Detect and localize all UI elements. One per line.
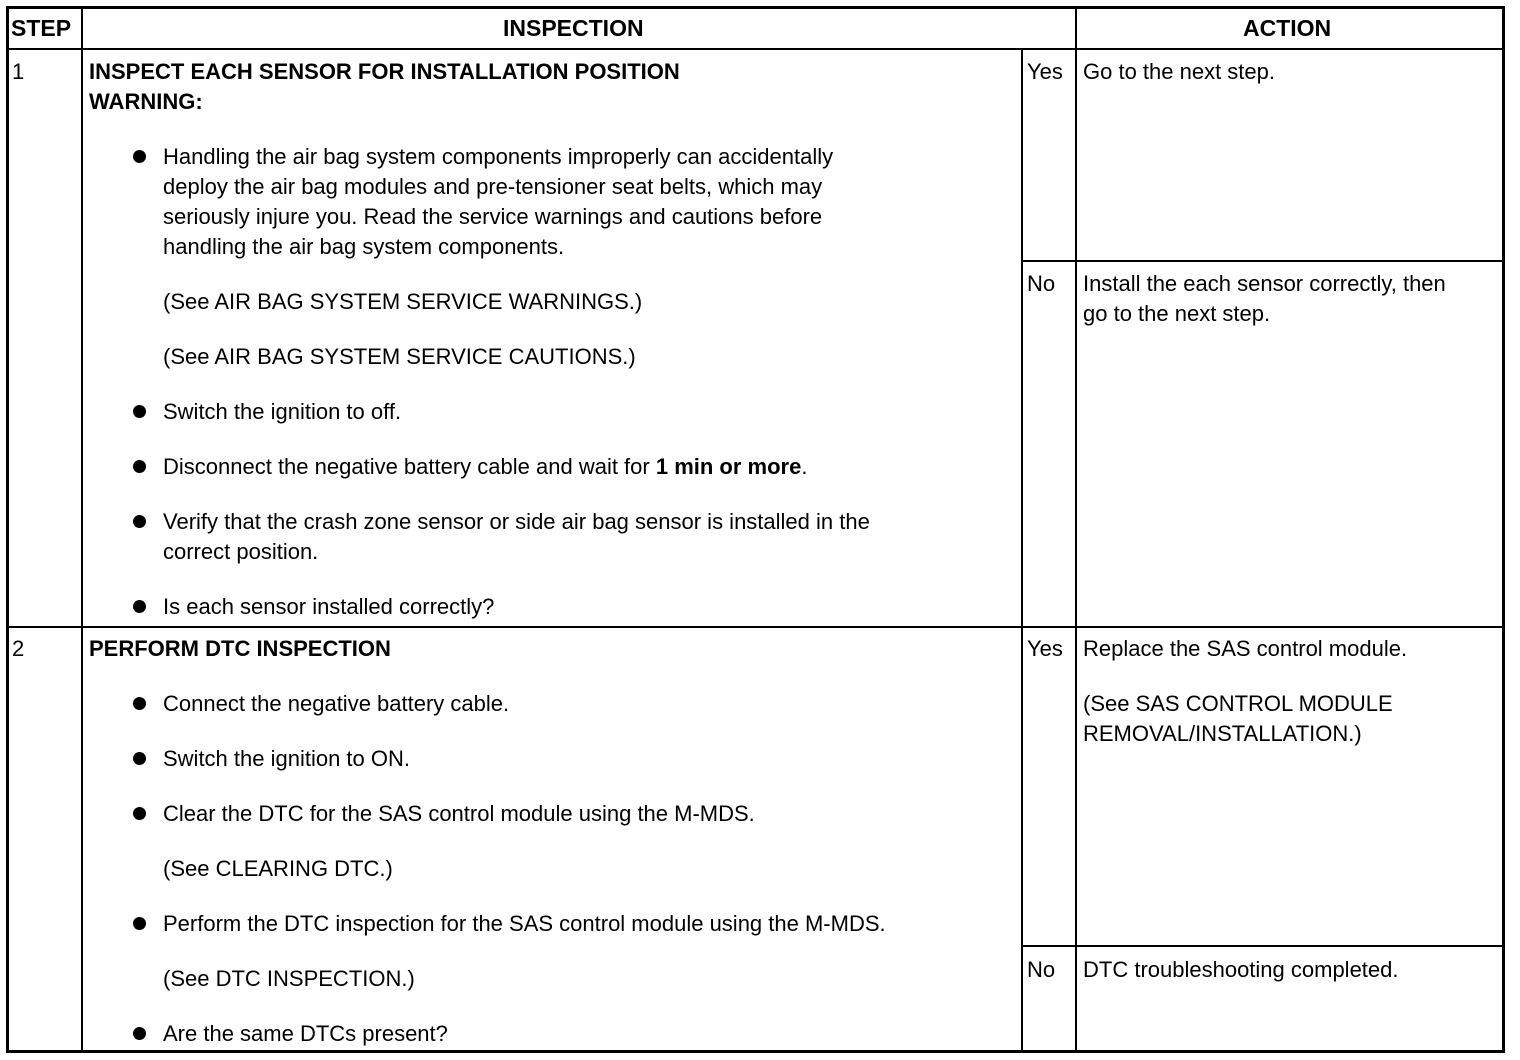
step1-ref-warnings: (See AIR BAG SYSTEM SERVICE WARNINGS.) [163, 289, 643, 314]
step2-ref-inspection: (See DTC INSPECTION.) [163, 966, 415, 991]
step1-number: 1 [12, 59, 25, 84]
step1-no-label: No [1027, 271, 1056, 296]
step2-bullet4-dot [133, 917, 146, 930]
step1-bullet1-dot [133, 150, 146, 163]
header-inspection: INSPECTION [503, 15, 644, 41]
step2-bullet5: Are the same DTCs present? [163, 1021, 448, 1046]
step2-title: PERFORM DTC INSPECTION [89, 636, 391, 661]
step2-bullet4: Perform the DTC inspection for the SAS control module using the M-MDS. [163, 911, 886, 936]
step1-title: INSPECT EACH SENSOR FOR INSTALLATION POSITION [89, 59, 680, 84]
header-action: ACTION [1243, 15, 1332, 41]
step1-bullet5: Is each sensor installed correctly? [163, 594, 495, 619]
step1-bullet2-dot [133, 405, 146, 418]
step1-bullet3-duration: 1 min or more [655, 454, 802, 479]
step2-no-label: No [1027, 957, 1056, 982]
step2-yes-label: Yes [1027, 636, 1063, 661]
step1-ref-cautions: (See AIR BAG SYSTEM SERVICE CAUTIONS.) [163, 344, 636, 369]
step1-bullet4-line2: correct position. [163, 539, 319, 564]
step1-bullet1-line4: handling the air bag system components. [163, 234, 565, 259]
step1-bullet3-end: . [801, 454, 808, 479]
step2-bullet1: Connect the negative battery cable. [163, 691, 510, 716]
step2-yes-ref-line1: (See SAS CONTROL MODULE [1083, 691, 1393, 716]
step1-bullet1-line3: seriously injure you. Read the service warnings and cautions before [163, 204, 823, 229]
step2-no-action: DTC troubleshooting completed. [1083, 957, 1399, 982]
step1-bullet3-dot [133, 460, 146, 473]
step1-yes-no-divider [1021, 260, 1505, 262]
divider-inspection-yesno [1021, 49, 1023, 1052]
divider-step-inspection [81, 8, 83, 1052]
step2-bullet5-dot [133, 1027, 146, 1040]
header-divider [8, 48, 1504, 50]
step1-bullet3 [163, 452, 807, 482]
step1-bullet4-line1: Verify that the crash zone sensor or side air bag sensor is installed in the [163, 509, 870, 534]
step2-bullet2: Switch the ignition to ON. [163, 746, 411, 771]
step2-bullet3: Clear the DTC for the SAS control module using the M-MDS. [163, 801, 755, 826]
step2-bullet3-dot [133, 807, 146, 820]
header-step: STEP [11, 15, 72, 41]
step2-yes-no-divider [1021, 945, 1505, 947]
step2-yes-ref-line2: REMOVAL/INSTALLATION.) [1083, 721, 1362, 746]
step1-warning: WARNING: [89, 89, 203, 114]
step2-yes-action: Replace the SAS control module. [1083, 636, 1408, 661]
step-divider [8, 626, 1504, 628]
step2-ref-clearing: (See CLEARING DTC.) [163, 856, 393, 881]
step1-bullet4-dot [133, 515, 146, 528]
step2-bullet1-dot [133, 697, 146, 710]
step1-no-action-line2: go to the next step. [1083, 301, 1271, 326]
step1-bullet5-dot [133, 600, 146, 613]
divider-yesno-action [1075, 8, 1077, 1052]
step2-bullet2-dot [133, 752, 146, 765]
step1-yes-action: Go to the next step. [1083, 59, 1276, 84]
step1-no-action-line1: Install the each sensor correctly, then [1083, 271, 1446, 296]
step1-bullet3-text: Disconnect the negative battery cable and wait for [163, 454, 656, 479]
step1-bullet1-line2: deploy the air bag modules and pre-tensioner seat belts, which may [163, 174, 823, 199]
step1-bullet1-line1: Handling the air bag system components improperly can accidentally [163, 144, 834, 169]
step1-yes-label: Yes [1027, 59, 1063, 84]
step1-bullet2: Switch the ignition to off. [163, 399, 402, 424]
step2-number: 2 [12, 636, 25, 661]
